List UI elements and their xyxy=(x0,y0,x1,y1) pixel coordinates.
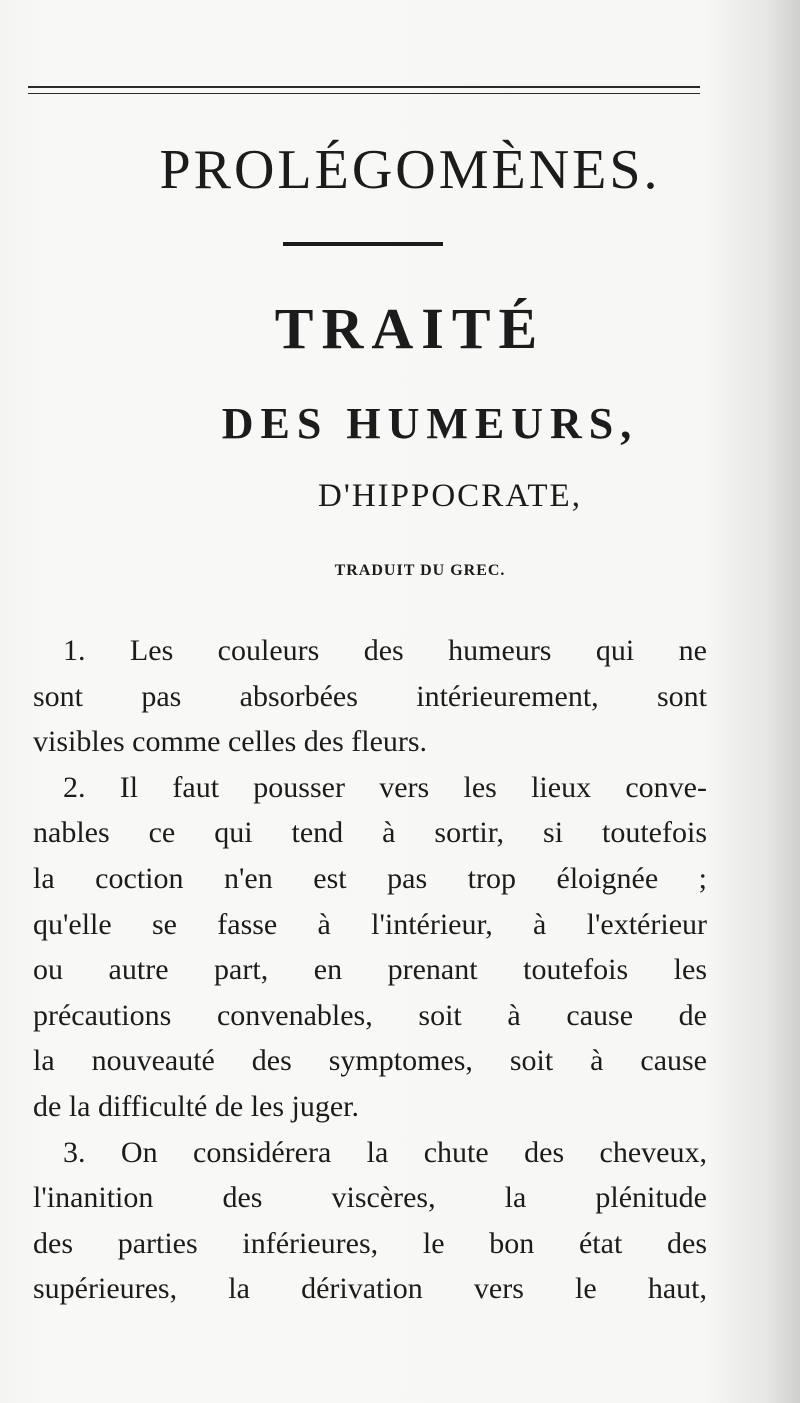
author-line: D'HIPPOCRATE, xyxy=(318,478,582,514)
body-text xyxy=(33,628,707,1312)
section-title: PROLÉGOMÈNES. xyxy=(159,139,661,201)
text-line: la nouveauté des symptomes, soit à cause xyxy=(33,1044,707,1078)
treatise-subtitle: DES HUMEURS, xyxy=(221,399,639,448)
treatise-title: TRAITÉ xyxy=(274,296,546,361)
translation-note: TRADUIT DU GREC. xyxy=(334,562,506,579)
text-line: supérieures, la dérivation vers le haut, xyxy=(33,1272,707,1306)
text-line: nables ce qui tend à sortir, si toutefois xyxy=(33,816,707,850)
text-line: sont pas absorbées intérieurement, sont xyxy=(33,679,707,713)
text-line: 3. On considérera la chute des cheveux, xyxy=(63,1135,707,1169)
text-line: visibles comme celles des fleurs. xyxy=(33,725,428,759)
title-separator-rule xyxy=(283,242,443,246)
paragraph-1 xyxy=(33,628,707,765)
text-line: l'inanition des viscères, la plénitude xyxy=(33,1181,707,1215)
top-double-rule xyxy=(28,86,700,94)
text-line: précautions convenables, soit à cause de xyxy=(33,998,707,1032)
text-line: des parties inférieures, le bon état des xyxy=(33,1226,707,1260)
paragraph-3 xyxy=(33,1130,707,1312)
text-line: la coction n'en est pas trop éloignée ; xyxy=(33,861,707,895)
text-line: ou autre part, en prenant toutefois les xyxy=(33,953,707,987)
text-line: 2. Il faut pousser vers les lieux conve- xyxy=(63,770,707,804)
text-line: qu'elle se fasse à l'intérieur, à l'extérieur xyxy=(33,907,707,941)
text-line: 1. Les couleurs des humeurs qui ne xyxy=(63,634,707,667)
text-line: de la difficulté de les juger. xyxy=(33,1089,360,1123)
paragraph-2 xyxy=(33,765,707,1130)
